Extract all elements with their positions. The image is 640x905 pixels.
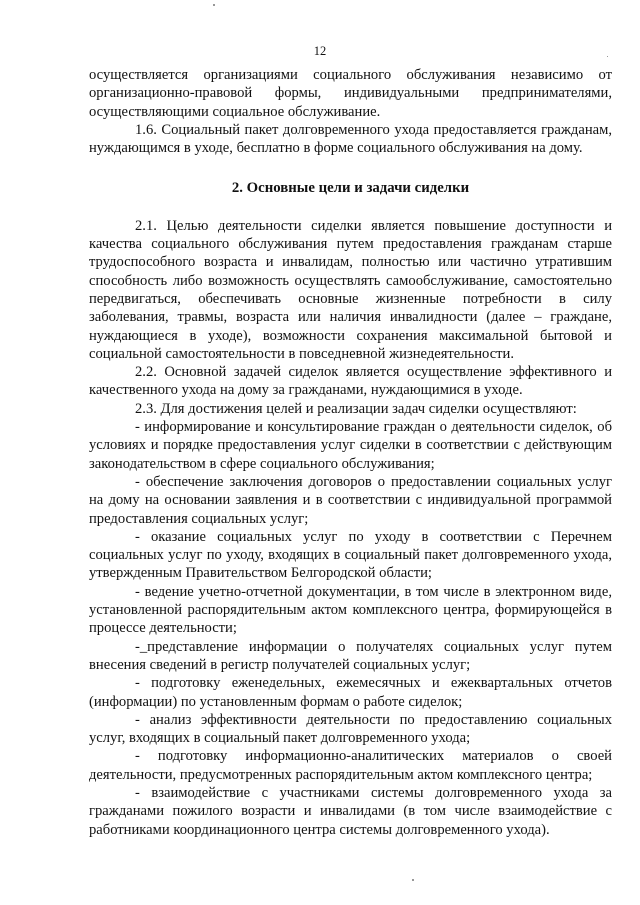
scan-speck — [213, 4, 215, 6]
paragraph: - ведение учетно-отчетной документации, в том числе в электронном виде, установленной распорядительным актом комплексного центра, формирующейся в процессе деятельности; — [89, 583, 612, 637]
paragraph: -_представление информации о получателях социальных услуг путем внесения сведений в регистр получателей социальных услуг; — [89, 638, 612, 673]
scan-speck — [412, 879, 414, 881]
paragraph: - взаимодействие с участниками системы долговременного ухода за гражданами пожилого возрасти и инвалидами (в том числе взаимодействие с работниками координационного центра системы долговременного ухода). — [89, 784, 612, 838]
scan-speck — [607, 56, 608, 57]
paragraph: - оказание социальных услуг по уходу в соответствии с Перечнем социальных услуг по уходу, входящих в социальный пакет долговременного ухода, утвержденным Правительством Белгородской области; — [89, 528, 612, 582]
document-body — [89, 66, 612, 839]
paragraph: осуществляется организациями социального обслуживания независимо от организационно-правовой формы, индивидуальными предпринимателями, осуществляющими социальное обслуживание. — [89, 67, 612, 120]
intro-paragraphs — [89, 66, 612, 157]
page-number: 12 — [313, 44, 327, 58]
section-heading: 2. Основные цели и задачи сиделки — [231, 180, 470, 197]
section-paragraphs — [89, 217, 612, 839]
paragraph: - анализ эффективности деятельности по предоставлению социальных услуг, входящих в социальный пакет долговременного ухода; — [89, 711, 612, 747]
paragraph: 2.3. Для достижения целей и реализации задач сиделки осуществляют: — [135, 400, 577, 417]
paragraph: - подготовку информационно-аналитических материалов о своей деятельности, предусмотренных распорядительным актом комплексного центра; — [89, 748, 612, 783]
paragraph: 2.1. Целью деятельности сиделки является повышение доступности и качества социального обслуживания путем предоставления гражданам старше трудоспособного возраста и инвалидам, полностью или частично утратившим способность либо возможность осуществлять самообслуживание, самостоятельно передвигаться, обеспечивать основные жизненные потребности в силу заболевания, травмы, возраста или наличия инвалидности (далее – граждане, нуждающиеся в уходе), возможности сохранения максимальной бытовой и социальной самостоятельности в повседневной жизнедеятельности. — [89, 217, 612, 362]
paragraph: 2.2. Основной задачей сиделок является осуществление эффективного и качественного ухода на дому за гражданами, нуждающимися в уходе. — [89, 364, 612, 399]
paragraph: - информирование и консультирование граждан о деятельности сиделок, об условиях и порядке предоставления услуг сиделки в соответствии с действующим законодательством в сфере социального обслуживания; — [89, 419, 612, 472]
paragraph: - подготовку еженедельных, ежемесячных и ежеквартальных отчетов (информации) по установленным формам о работе сиделок; — [89, 675, 612, 710]
paragraph: - обеспечение заключения договоров о предоставлении социальных услуг на дому на основании заявления и в соответствии с индивидуальной программой предоставления социальных услуг; — [89, 473, 612, 527]
paragraph: 1.6. Социальный пакет долговременного ухода предоставляется гражданам, нуждающимся в уходе, бесплатно в форме социального обслуживания на дому. — [89, 121, 612, 157]
